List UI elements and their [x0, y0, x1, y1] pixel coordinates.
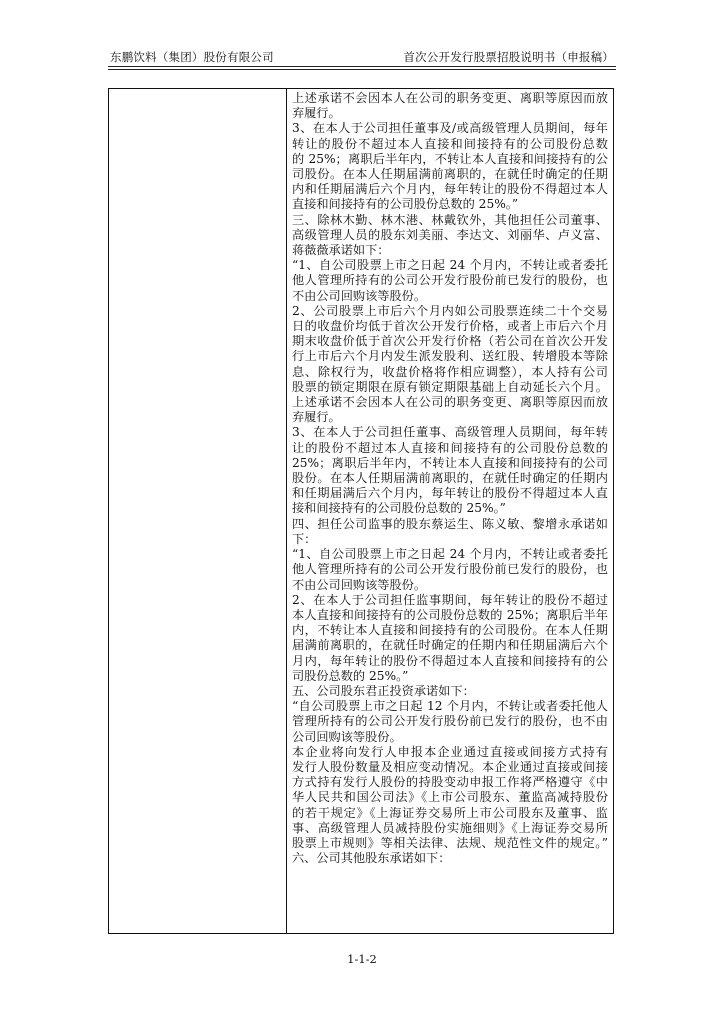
content-line: 25%；离职后半年内，不转让本人直接和间接持有的公司 — [292, 455, 608, 470]
header-document-title: 首次公开发行股票招股说明书（申报稿） — [403, 50, 614, 64]
content-line: 日的收盘价均低于首次公开发行价格，或者上市后六个月 — [292, 319, 608, 334]
content-line: 让的股份不超过本人直接和间接持有的公司股份总数的 — [292, 440, 608, 455]
content-line: 的 25%；离职后半年内，不转让本人直接和间接持有的公 — [292, 151, 608, 166]
content-line: “1、自公司股票上市之日起 24 个月内，不转让或者委托 — [292, 258, 608, 273]
content-line: 届满前离职的，在就任时确定的任期内和任期届满后六个 — [292, 638, 608, 653]
content-line: 本企业将向发行人申报本企业通过直接或间接方式持有 — [292, 744, 608, 759]
content-line: 3、在本人于公司担任董事及/或高级管理人员期间，每年 — [292, 121, 608, 136]
content-line: 公司回购该等股份。 — [292, 729, 402, 744]
content-line: 华人民共和国公司法》《上市公司股东、董监高减持股份 — [292, 790, 608, 805]
content-line: 息、除权行为，收盘价格将作相应调整），本人持有公司 — [292, 364, 608, 379]
commitment-table — [108, 88, 614, 934]
table-left-cell-empty — [109, 89, 287, 933]
content-line: 五、公司股东君正投资承诺如下： — [292, 683, 475, 698]
header-rule-thick — [108, 66, 616, 67]
header-company-name: 东鹏饮料（集团）股份有限公司 — [110, 50, 274, 64]
content-line: 本人直接和间接持有的公司股份总数的 25%；离职后半年 — [292, 607, 608, 622]
content-line: 3、在本人于公司担任董事、高级管理人员期间，每年转 — [292, 425, 608, 440]
content-line: 股票上市规则》等相关法律、法规、规范性文件的规定。” — [292, 835, 608, 850]
content-line: 股票的锁定期限在原有锁定期限基础上自动延长六个月。 — [292, 379, 608, 394]
content-line: 转让的股份不超过本人直接和间接持有的公司股份总数 — [292, 136, 608, 151]
content-line: 内和任期届满后六个月内，每年转让的股份不得超过本人 — [292, 182, 608, 197]
content-line: 下： — [292, 531, 317, 546]
content-line: 六、公司其他股东承诺如下： — [292, 851, 451, 866]
content-line: 直接和间接持有的公司股份总数的 25%。” — [292, 197, 519, 212]
content-line: 他人管理所持有的公司公开发行股份前已发行的股份，也 — [292, 562, 608, 577]
content-line: 和任期届满后六个月内，每年转让的股份不得超过本人直 — [292, 486, 608, 501]
content-line: 不由公司回购该等股份。 — [292, 577, 427, 592]
content-line: 发行人股份数量及相应变动情况。本企业通过直接或间接 — [292, 759, 608, 774]
page-number: 1-1-2 — [347, 952, 377, 966]
content-line: 弃履行。 — [292, 106, 341, 121]
content-line: “1、自公司股票上市之日起 24 个月内，不转让或者委托 — [292, 547, 608, 562]
content-line: 月内，每年转让的股份不得超过本人直接和间接持有的公 — [292, 653, 608, 668]
content-line: 期末收盘价低于首次公开发行价格（若公司在首次公开发 — [292, 334, 608, 349]
content-line: 司股份。在本人任期届满前离职的，在就任时确定的任期 — [292, 167, 608, 182]
content-line: 弃履行。 — [292, 410, 341, 425]
content-line: 上述承诺不会因本人在公司的职务变更、离职等原因而放 — [292, 395, 608, 410]
content-line: 司股份总数的 25%。” — [292, 668, 409, 683]
content-line: 行上市后六个月内发生派发股利、送红股、转增股本等除 — [292, 349, 608, 364]
content-line: 高级管理人员的股东刘美丽、李达文、刘丽华、卢义富、 — [292, 227, 608, 242]
header-rule-thin — [108, 69, 616, 70]
content-line: 内，不转让本人直接和间接持有的公司股份。在本人任期 — [292, 623, 608, 638]
content-line: 2、在本人于公司担任监事期间，每年转让的股份不超过 — [292, 592, 608, 607]
content-line: 三、除林木勤、林木港、林戴钦外，其他担任公司董事、 — [292, 212, 608, 227]
content-line: 管理所持有的公司公开发行股份前已发行的股份，也不由 — [292, 714, 608, 729]
table-right-cell-content — [287, 89, 613, 933]
content-line: “自公司股票上市之日起 12 个月内，不转让或者委托他人 — [292, 699, 608, 714]
content-line: 的若干规定》《上海证券交易所上市公司股东及董事、监 — [292, 805, 608, 820]
content-line: 2、公司股票上市后六个月内如公司股票连续二十个交易 — [292, 303, 608, 318]
content-line: 接和间接持有的公司股份总数的 25%。” — [292, 501, 506, 516]
content-line: 四、担任公司监事的股东蔡运生、陈义敏、黎增永承诺如 — [292, 516, 608, 531]
content-line: 蒋薇薇承诺如下： — [292, 243, 390, 258]
content-line: 股份。在本人任期届满前离职的，在就任时确定的任期内 — [292, 471, 608, 486]
content-line: 不由公司回购该等股份。 — [292, 288, 427, 303]
content-line: 事、高级管理人员减持股份实施细则》《上海证券交易所 — [292, 820, 608, 835]
content-line: 他人管理所持有的公司公开发行股份前已发行的股份，也 — [292, 273, 608, 288]
content-line: 方式持有发行人股份的持股变动申报工作将严格遵守《中 — [292, 775, 608, 790]
content-line: 上述承诺不会因本人在公司的职务变更、离职等原因而放 — [292, 91, 608, 105]
